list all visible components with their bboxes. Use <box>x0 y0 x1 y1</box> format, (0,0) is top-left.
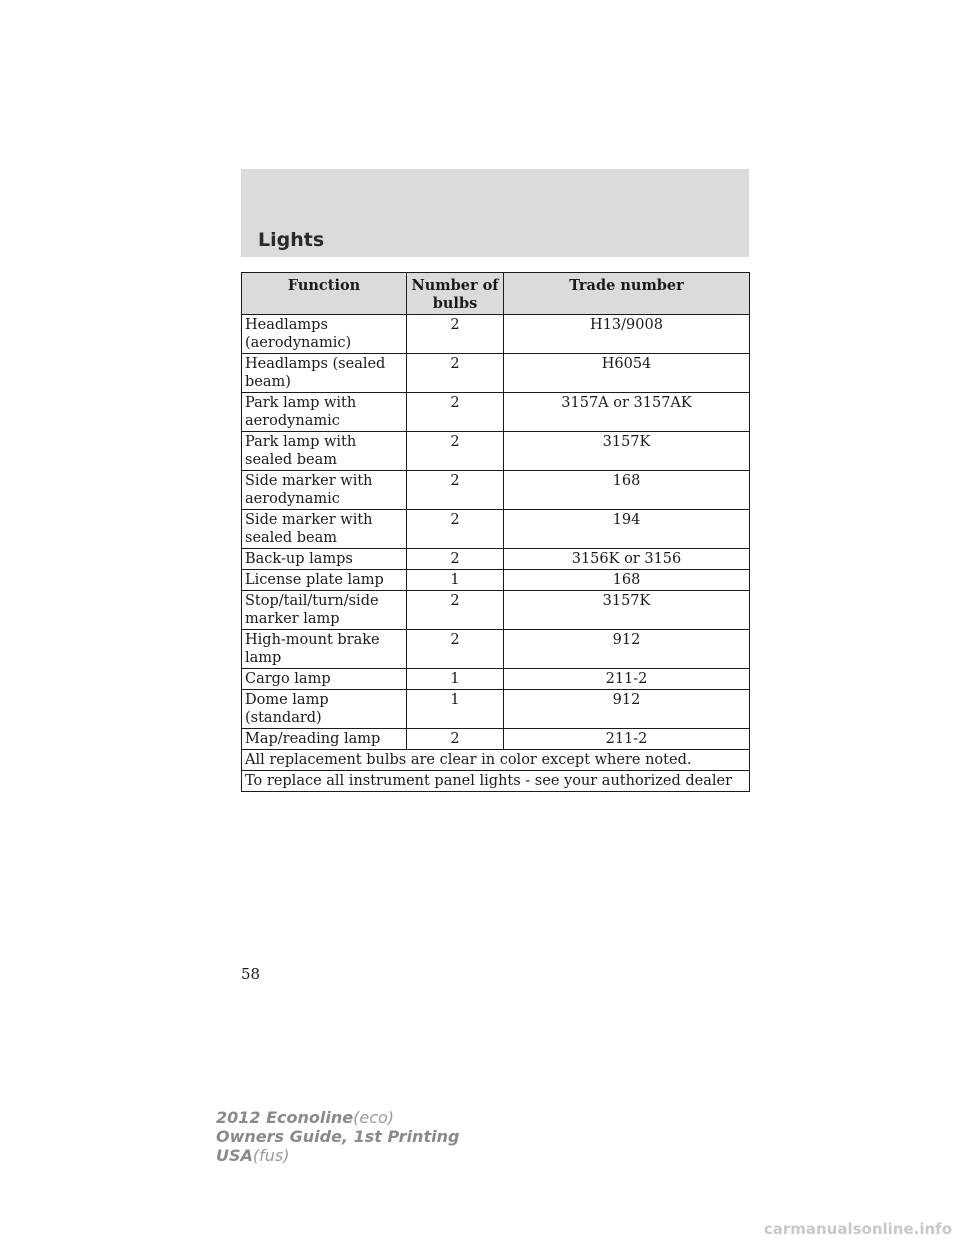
cell-trade: 3157K <box>504 432 750 471</box>
cell-function: High-mount brake lamp <box>242 630 407 669</box>
cell-count: 2 <box>407 315 504 354</box>
header-trade-number: Trade number <box>504 273 750 315</box>
cell-function: Back-up lamps <box>242 549 407 570</box>
footer-model: 2012 Econoline <box>216 1108 354 1127</box>
table-row <box>242 393 750 432</box>
cell-trade: 168 <box>504 570 750 591</box>
table-row <box>242 354 750 393</box>
header-number-of-bulbs: Number of bulbs <box>407 273 504 315</box>
cell-function: Side marker with aerodynamic <box>242 471 407 510</box>
table-note-row <box>242 771 750 792</box>
cell-function: Cargo lamp <box>242 669 407 690</box>
bulb-table <box>241 272 750 792</box>
cell-count: 1 <box>407 669 504 690</box>
cell-count: 2 <box>407 510 504 549</box>
page-number: 58 <box>241 965 261 983</box>
cell-trade: 168 <box>504 471 750 510</box>
cell-count: 2 <box>407 432 504 471</box>
table-row <box>242 729 750 750</box>
cell-count: 2 <box>407 354 504 393</box>
cell-count: 2 <box>407 393 504 432</box>
cell-trade: 912 <box>504 690 750 729</box>
cell-count: 2 <box>407 729 504 750</box>
table-row <box>242 315 750 354</box>
cell-trade: 3157K <box>504 591 750 630</box>
cell-function: Side marker with sealed beam <box>242 510 407 549</box>
footer-line-model <box>216 1108 459 1127</box>
table-row <box>242 549 750 570</box>
cell-trade: 3156K or 3156 <box>504 549 750 570</box>
footer-market: USA <box>216 1146 253 1165</box>
footer-line-market <box>216 1146 459 1165</box>
cell-function: Stop/tail/turn/side marker lamp <box>242 591 407 630</box>
cell-trade: 194 <box>504 510 750 549</box>
table-row <box>242 630 750 669</box>
table-row <box>242 432 750 471</box>
section-title: Lights <box>258 229 325 251</box>
cell-function: Map/reading lamp <box>242 729 407 750</box>
table-row <box>242 690 750 729</box>
footer-line-guide <box>216 1127 459 1146</box>
cell-count: 2 <box>407 591 504 630</box>
watermark: carmanualsonline.info <box>763 1220 952 1238</box>
cell-count: 2 <box>407 549 504 570</box>
table-row <box>242 591 750 630</box>
footer-market-code: (fus) <box>252 1146 290 1165</box>
cell-function: Park lamp with aerodynamic <box>242 393 407 432</box>
cell-count: 1 <box>407 570 504 591</box>
cell-trade: H13/9008 <box>504 315 750 354</box>
cell-function: Headlamps (aerodynamic) <box>242 315 407 354</box>
cell-trade: 912 <box>504 630 750 669</box>
footer <box>216 1108 459 1165</box>
note-instrument-panel: To replace all instrument panel lights - see your authorized dealer <box>242 771 750 792</box>
cell-function: License plate lamp <box>242 570 407 591</box>
table-row <box>242 669 750 690</box>
footer-guide: Owners Guide, 1st Printing <box>216 1127 460 1146</box>
cell-function: Park lamp with sealed beam <box>242 432 407 471</box>
cell-trade: 211-2 <box>504 729 750 750</box>
cell-function: Dome lamp (standard) <box>242 690 407 729</box>
table-row <box>242 471 750 510</box>
cell-count: 1 <box>407 690 504 729</box>
cell-function: Headlamps (sealed beam) <box>242 354 407 393</box>
note-clear-bulbs: All replacement bulbs are clear in color except where noted. <box>242 750 750 771</box>
cell-trade: 3157A or 3157AK <box>504 393 750 432</box>
cell-count: 2 <box>407 471 504 510</box>
cell-count: 2 <box>407 630 504 669</box>
table-note-row <box>242 750 750 771</box>
cell-trade: H6054 <box>504 354 750 393</box>
section-header-band <box>241 169 749 257</box>
cell-trade: 211-2 <box>504 669 750 690</box>
table-row <box>242 570 750 591</box>
table-header-row <box>242 273 750 315</box>
table-row <box>242 510 750 549</box>
footer-model-code: (eco) <box>353 1108 395 1127</box>
header-function: Function <box>242 273 407 315</box>
